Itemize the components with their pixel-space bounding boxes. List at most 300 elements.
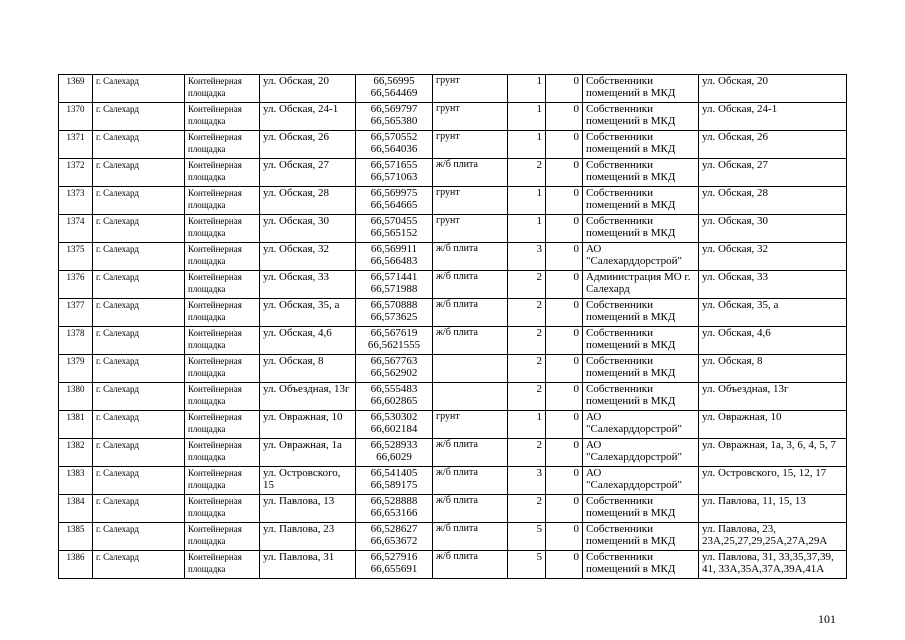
waste-sources-cell-sources: ул. Павлова, 23, 23А,25,27,29,25А,27А,29А xyxy=(702,523,828,547)
surface-cell xyxy=(433,131,508,159)
waste-sources-cell-sources: ул. Обская, 32 xyxy=(702,243,769,255)
address-cell xyxy=(260,103,356,131)
waste-sources-cell xyxy=(699,551,847,579)
surface-cell-surface: ж/б плита xyxy=(436,495,478,506)
surface-cell-surface: грунт xyxy=(436,187,460,198)
container-count-cell-containers: 2 xyxy=(536,439,542,451)
owner-cell-owner: Собственники помещений в МКД xyxy=(586,299,676,323)
waste-sources-cell xyxy=(699,187,847,215)
container-count-cell xyxy=(508,131,546,159)
owner-cell xyxy=(583,411,699,439)
owner-cell xyxy=(583,355,699,383)
container-count-cell xyxy=(508,271,546,299)
site-type-cell-type: Контейнерная площадка xyxy=(188,216,242,238)
row-number-cell xyxy=(59,243,93,271)
coordinates-cell-lat: 66,541405 xyxy=(370,467,418,479)
coordinates-cell xyxy=(356,327,433,355)
planned-count-cell-planned: 0 xyxy=(573,355,579,367)
waste-sources-cell-sources: ул. Обская, 8 xyxy=(702,355,763,367)
waste-sources-cell xyxy=(699,439,847,467)
planned-count-cell xyxy=(546,551,583,579)
row-number-cell-num: 1381 xyxy=(66,412,85,422)
coordinates-cell xyxy=(356,75,433,103)
planned-count-cell xyxy=(546,75,583,103)
coordinates-cell-lat: 66,571655 xyxy=(370,159,418,171)
surface-cell xyxy=(433,467,508,495)
row-number-cell-num: 1373 xyxy=(66,188,85,198)
city-cell xyxy=(93,467,185,495)
owner-cell-owner: Собственники помещений в МКД xyxy=(586,131,676,155)
row-number-cell xyxy=(59,551,93,579)
surface-cell xyxy=(433,439,508,467)
planned-count-cell-planned: 0 xyxy=(573,271,579,283)
site-type-cell-type: Контейнерная площадка xyxy=(188,160,242,182)
page-number: 101 xyxy=(818,612,836,626)
city-cell-city: г. Салехард xyxy=(96,552,139,562)
row-number-cell xyxy=(59,495,93,523)
container-count-cell-containers: 1 xyxy=(536,103,542,115)
row-number-cell xyxy=(59,467,93,495)
city-cell xyxy=(93,131,185,159)
container-count-cell-containers: 5 xyxy=(536,523,542,535)
planned-count-cell xyxy=(546,187,583,215)
planned-count-cell-planned: 0 xyxy=(573,187,579,199)
row-number-cell xyxy=(59,383,93,411)
surface-cell xyxy=(433,103,508,131)
row-number-cell-num: 1375 xyxy=(66,244,85,254)
row-number-cell-num: 1385 xyxy=(66,524,85,534)
coordinates-cell-lat: 66,530302 xyxy=(370,411,418,423)
surface-cell xyxy=(433,495,508,523)
container-count-cell xyxy=(508,383,546,411)
surface-cell-surface: грунт xyxy=(436,131,460,142)
planned-count-cell-planned: 0 xyxy=(573,327,579,339)
waste-sources-cell xyxy=(699,243,847,271)
owner-cell-owner: АО "Салехарддорстрой" xyxy=(586,439,683,463)
site-type-cell xyxy=(185,523,260,551)
container-count-cell xyxy=(508,299,546,327)
owner-cell xyxy=(583,439,699,467)
site-type-cell-type: Контейнерная площадка xyxy=(188,412,242,434)
city-cell xyxy=(93,75,185,103)
owner-cell xyxy=(583,383,699,411)
coordinates-cell-lat: 66,569797 xyxy=(370,103,418,115)
planned-count-cell xyxy=(546,243,583,271)
city-cell-city: г. Салехард xyxy=(96,300,139,310)
coordinates-cell xyxy=(356,467,433,495)
surface-cell xyxy=(433,215,508,243)
owner-cell-owner: Собственники помещений в МКД xyxy=(586,495,676,519)
coordinates-cell-lon: 66,571063 xyxy=(370,171,418,183)
coordinates-cell xyxy=(356,383,433,411)
address-cell xyxy=(260,523,356,551)
row-number-cell xyxy=(59,215,93,243)
container-count-cell-containers: 3 xyxy=(536,467,542,479)
container-count-cell xyxy=(508,215,546,243)
address-cell-address: ул. Обская, 30 xyxy=(263,215,330,227)
owner-cell-owner: Собственники помещений в МКД xyxy=(586,383,676,407)
planned-count-cell-planned: 0 xyxy=(573,103,579,115)
address-cell-address: ул. Обская, 32 xyxy=(263,243,330,255)
waste-sources-cell xyxy=(699,299,847,327)
row-number-cell-num: 1383 xyxy=(66,468,85,478)
planned-count-cell-planned: 0 xyxy=(573,131,579,143)
owner-cell xyxy=(583,187,699,215)
row-number-cell-num: 1370 xyxy=(66,104,85,114)
city-cell xyxy=(93,327,185,355)
owner-cell xyxy=(583,103,699,131)
site-type-cell-type: Контейнерная площадка xyxy=(188,104,242,126)
city-cell xyxy=(93,299,185,327)
table-body xyxy=(59,75,847,579)
planned-count-cell-planned: 0 xyxy=(573,411,579,423)
city-cell xyxy=(93,243,185,271)
city-cell xyxy=(93,439,185,467)
address-cell-address: ул. Обская, 20 xyxy=(263,75,330,87)
table-row xyxy=(59,187,847,215)
city-cell-city: г. Салехард xyxy=(96,412,139,422)
site-type-cell-type: Контейнерная площадка xyxy=(188,552,242,574)
city-cell-city: г. Салехард xyxy=(96,132,139,142)
owner-cell xyxy=(583,551,699,579)
address-cell-address: ул. Павлова, 31 xyxy=(263,551,335,563)
table-row xyxy=(59,411,847,439)
coordinates-cell-lon: 66,6029 xyxy=(376,451,412,463)
row-number-cell xyxy=(59,159,93,187)
coordinates-cell xyxy=(356,551,433,579)
city-cell-city: г. Салехард xyxy=(96,468,139,478)
planned-count-cell-planned: 0 xyxy=(573,159,579,171)
container-count-cell-containers: 1 xyxy=(536,131,542,143)
city-cell xyxy=(93,495,185,523)
coordinates-cell-lon: 66,565380 xyxy=(370,115,418,127)
city-cell-city: г. Салехард xyxy=(96,272,139,282)
site-type-cell xyxy=(185,411,260,439)
planned-count-cell xyxy=(546,159,583,187)
surface-cell xyxy=(433,75,508,103)
waste-sources-cell-sources: ул. Овражная, 1а, 3, 6, 4, 5, 7 xyxy=(702,439,836,451)
address-cell xyxy=(260,411,356,439)
surface-cell xyxy=(433,411,508,439)
city-cell xyxy=(93,523,185,551)
owner-cell-owner: Собственники помещений в МКД xyxy=(586,159,676,183)
table-row xyxy=(59,355,847,383)
table-row xyxy=(59,439,847,467)
coordinates-cell xyxy=(356,215,433,243)
site-type-cell-type: Контейнерная площадка xyxy=(188,440,242,462)
row-number-cell-num: 1369 xyxy=(66,76,85,86)
site-type-cell xyxy=(185,327,260,355)
address-cell xyxy=(260,495,356,523)
coordinates-cell-lat: 66,567619 xyxy=(370,327,418,339)
coordinates-cell-lon: 66,653166 xyxy=(370,507,418,519)
site-type-cell xyxy=(185,355,260,383)
address-cell xyxy=(260,467,356,495)
surface-cell-surface: грунт xyxy=(436,75,460,86)
city-cell xyxy=(93,355,185,383)
container-count-cell-containers: 2 xyxy=(536,495,542,507)
container-count-cell-containers: 5 xyxy=(536,551,542,563)
site-type-cell-type: Контейнерная площадка xyxy=(188,356,242,378)
container-sites-table xyxy=(58,74,847,579)
coordinates-cell-lon: 66,564036 xyxy=(370,143,418,155)
owner-cell xyxy=(583,243,699,271)
planned-count-cell xyxy=(546,103,583,131)
row-number-cell-num: 1371 xyxy=(66,132,85,142)
waste-sources-cell xyxy=(699,75,847,103)
surface-cell xyxy=(433,187,508,215)
row-number-cell xyxy=(59,103,93,131)
surface-cell-surface: ж/б плита xyxy=(436,299,478,310)
address-cell xyxy=(260,271,356,299)
row-number-cell xyxy=(59,131,93,159)
site-type-cell-type: Контейнерная площадка xyxy=(188,496,242,518)
table-row xyxy=(59,243,847,271)
waste-sources-cell xyxy=(699,215,847,243)
planned-count-cell xyxy=(546,327,583,355)
row-number-cell-num: 1372 xyxy=(66,160,85,170)
owner-cell-owner: АО "Салехарддорстрой" xyxy=(586,467,683,491)
container-count-cell xyxy=(508,159,546,187)
table-row xyxy=(59,215,847,243)
coordinates-cell xyxy=(356,243,433,271)
planned-count-cell-planned: 0 xyxy=(573,495,579,507)
site-type-cell-type: Контейнерная площадка xyxy=(188,244,242,266)
owner-cell-owner: Собственники помещений в МКД xyxy=(586,327,676,351)
site-type-cell xyxy=(185,103,260,131)
surface-cell-surface: ж/б плита xyxy=(436,159,478,170)
owner-cell-owner: Собственники помещений в МКД xyxy=(586,551,676,575)
site-type-cell xyxy=(185,215,260,243)
row-number-cell-num: 1379 xyxy=(66,356,85,366)
coordinates-cell xyxy=(356,439,433,467)
coordinates-cell-lon: 66,655691 xyxy=(370,563,418,575)
row-number-cell-num: 1374 xyxy=(66,216,85,226)
row-number-cell-num: 1384 xyxy=(66,496,85,506)
owner-cell-owner: Собственники помещений в МКД xyxy=(586,75,676,99)
planned-count-cell-planned: 0 xyxy=(573,215,579,227)
waste-sources-cell-sources: ул. Павлова, 11, 15, 13 xyxy=(702,495,806,507)
address-cell xyxy=(260,355,356,383)
coordinates-cell-lat: 66,569911 xyxy=(370,243,418,255)
waste-sources-cell xyxy=(699,355,847,383)
site-type-cell-type: Контейнерная площадка xyxy=(188,524,242,546)
city-cell-city: г. Салехард xyxy=(96,188,139,198)
city-cell-city: г. Салехард xyxy=(96,104,139,114)
city-cell xyxy=(93,271,185,299)
coordinates-cell-lat: 66,570552 xyxy=(370,131,418,143)
address-cell-address: ул. Павлова, 23 xyxy=(263,523,335,535)
city-cell xyxy=(93,103,185,131)
table-row xyxy=(59,131,847,159)
site-type-cell xyxy=(185,467,260,495)
owner-cell-owner: Собственники помещений в МКД xyxy=(586,523,676,547)
address-cell-address: ул. Обская, 8 xyxy=(263,355,324,367)
site-type-cell xyxy=(185,243,260,271)
container-count-cell xyxy=(508,75,546,103)
planned-count-cell-planned: 0 xyxy=(573,551,579,563)
site-type-cell xyxy=(185,551,260,579)
container-count-cell-containers: 1 xyxy=(536,75,542,87)
coordinates-cell-lat: 66,569975 xyxy=(370,187,418,199)
address-cell-address: ул. Павлова, 13 xyxy=(263,495,335,507)
container-count-cell-containers: 1 xyxy=(536,187,542,199)
address-cell-address: ул. Овражная, 10 xyxy=(263,411,343,423)
surface-cell xyxy=(433,159,508,187)
coordinates-cell-lon: 66,653672 xyxy=(370,535,418,547)
waste-sources-cell xyxy=(699,467,847,495)
row-number-cell-num: 1377 xyxy=(66,300,85,310)
address-cell xyxy=(260,327,356,355)
row-number-cell xyxy=(59,75,93,103)
city-cell-city: г. Салехард xyxy=(96,216,139,226)
site-type-cell xyxy=(185,299,260,327)
waste-sources-cell-sources: ул. Обская, 27 xyxy=(702,159,769,171)
city-cell-city: г. Салехард xyxy=(96,356,139,366)
owner-cell xyxy=(583,75,699,103)
address-cell xyxy=(260,299,356,327)
row-number-cell-num: 1382 xyxy=(66,440,85,450)
container-count-cell xyxy=(508,411,546,439)
coordinates-cell-lon: 66,589175 xyxy=(370,479,418,491)
container-count-cell-containers: 1 xyxy=(536,215,542,227)
address-cell-address: ул. Островского, 15 xyxy=(263,467,341,491)
address-cell xyxy=(260,215,356,243)
planned-count-cell-planned: 0 xyxy=(573,75,579,87)
planned-count-cell-planned: 0 xyxy=(573,243,579,255)
site-type-cell xyxy=(185,271,260,299)
container-count-cell xyxy=(508,551,546,579)
surface-cell xyxy=(433,271,508,299)
waste-sources-cell-sources: ул. Объездная, 13г xyxy=(702,383,789,395)
waste-sources-cell-sources: ул. Обская, 30 xyxy=(702,215,769,227)
row-number-cell xyxy=(59,411,93,439)
surface-cell-surface: грунт xyxy=(436,103,460,114)
coordinates-cell xyxy=(356,411,433,439)
site-type-cell xyxy=(185,75,260,103)
waste-sources-cell-sources: ул. Павлова, 31, 33,35,37,39, 41, 33А,35А,37А,39А,41А xyxy=(702,551,834,575)
waste-sources-cell-sources: ул. Обская, 35, а xyxy=(702,299,779,311)
coordinates-cell-lat: 66,528933 xyxy=(370,439,418,451)
address-cell-address: ул. Обская, 27 xyxy=(263,159,330,171)
planned-count-cell xyxy=(546,495,583,523)
city-cell-city: г. Салехард xyxy=(96,328,139,338)
coordinates-cell-lon: 66,565152 xyxy=(370,227,418,239)
waste-sources-cell xyxy=(699,523,847,551)
address-cell-address: ул. Объездная, 13г xyxy=(263,383,350,395)
owner-cell xyxy=(583,299,699,327)
row-number-cell xyxy=(59,187,93,215)
row-number-cell xyxy=(59,523,93,551)
owner-cell-owner: Собственники помещений в МКД xyxy=(586,355,676,379)
owner-cell xyxy=(583,523,699,551)
owner-cell-owner: Собственники помещений в МКД xyxy=(586,103,676,127)
site-type-cell-type: Контейнерная площадка xyxy=(188,76,242,98)
coordinates-cell xyxy=(356,103,433,131)
city-cell xyxy=(93,215,185,243)
owner-cell-owner: Собственники помещений в МКД xyxy=(586,215,676,239)
container-count-cell xyxy=(508,355,546,383)
owner-cell xyxy=(583,495,699,523)
surface-cell-surface: ж/б плита xyxy=(436,467,478,478)
owner-cell xyxy=(583,327,699,355)
coordinates-cell-lon: 66,573625 xyxy=(370,311,418,323)
row-number-cell-num: 1380 xyxy=(66,384,85,394)
waste-sources-cell-sources: ул. Овражная, 10 xyxy=(702,411,782,423)
site-type-cell xyxy=(185,439,260,467)
address-cell xyxy=(260,439,356,467)
surface-cell-surface: ж/б плита xyxy=(436,327,478,338)
coordinates-cell-lon: 66,566483 xyxy=(370,255,418,267)
coordinates-cell-lon: 66,562902 xyxy=(370,367,418,379)
owner-cell xyxy=(583,271,699,299)
row-number-cell xyxy=(59,299,93,327)
waste-sources-cell-sources: ул. Островского, 15, 12, 17 xyxy=(702,467,827,479)
waste-sources-cell xyxy=(699,159,847,187)
address-cell-address: ул. Обская, 24-1 xyxy=(263,103,339,115)
coordinates-cell xyxy=(356,355,433,383)
planned-count-cell-planned: 0 xyxy=(573,523,579,535)
coordinates-cell xyxy=(356,131,433,159)
site-type-cell-type: Контейнерная площадка xyxy=(188,132,242,154)
table-row xyxy=(59,75,847,103)
city-cell-city: г. Салехард xyxy=(96,384,139,394)
coordinates-cell xyxy=(356,299,433,327)
waste-sources-cell-sources: ул. Обская, 4,6 xyxy=(702,327,771,339)
container-count-cell-containers: 2 xyxy=(536,383,542,395)
container-count-cell-containers: 2 xyxy=(536,159,542,171)
site-type-cell-type: Контейнерная площадка xyxy=(188,300,242,322)
city-cell xyxy=(93,383,185,411)
site-type-cell xyxy=(185,383,260,411)
address-cell xyxy=(260,159,356,187)
surface-cell xyxy=(433,355,508,383)
coordinates-cell-lat: 66,567763 xyxy=(370,355,418,367)
site-type-cell xyxy=(185,187,260,215)
city-cell-city: г. Салехард xyxy=(96,524,139,534)
container-count-cell-containers: 1 xyxy=(536,411,542,423)
city-cell xyxy=(93,551,185,579)
container-count-cell-containers: 2 xyxy=(536,271,542,283)
owner-cell-owner: АО "Салехарддорстрой" xyxy=(586,411,683,435)
owner-cell-owner: Администрация МО г. Салехард xyxy=(586,271,691,295)
site-type-cell xyxy=(185,495,260,523)
address-cell-address: ул. Обская, 35, а xyxy=(263,299,340,311)
address-cell xyxy=(260,551,356,579)
coordinates-cell-lat: 66,570455 xyxy=(370,215,418,227)
table-row xyxy=(59,327,847,355)
container-count-cell xyxy=(508,523,546,551)
planned-count-cell xyxy=(546,215,583,243)
surface-cell-surface: грунт xyxy=(436,411,460,422)
coordinates-cell-lat: 66,555483 xyxy=(370,383,418,395)
container-count-cell-containers: 2 xyxy=(536,355,542,367)
table-row xyxy=(59,159,847,187)
table-row xyxy=(59,299,847,327)
owner-cell-owner: АО "Салехарддорстрой" xyxy=(586,243,683,267)
container-count-cell xyxy=(508,439,546,467)
coordinates-cell-lat: 66,571441 xyxy=(370,271,418,283)
planned-count-cell xyxy=(546,411,583,439)
waste-sources-cell-sources: ул. Обская, 24-1 xyxy=(702,103,778,115)
address-cell xyxy=(260,383,356,411)
waste-sources-cell-sources: ул. Обская, 26 xyxy=(702,131,769,143)
address-cell-address: ул. Овражная, 1а xyxy=(263,439,342,451)
planned-count-cell xyxy=(546,271,583,299)
row-number-cell xyxy=(59,439,93,467)
row-number-cell xyxy=(59,327,93,355)
site-type-cell xyxy=(185,131,260,159)
